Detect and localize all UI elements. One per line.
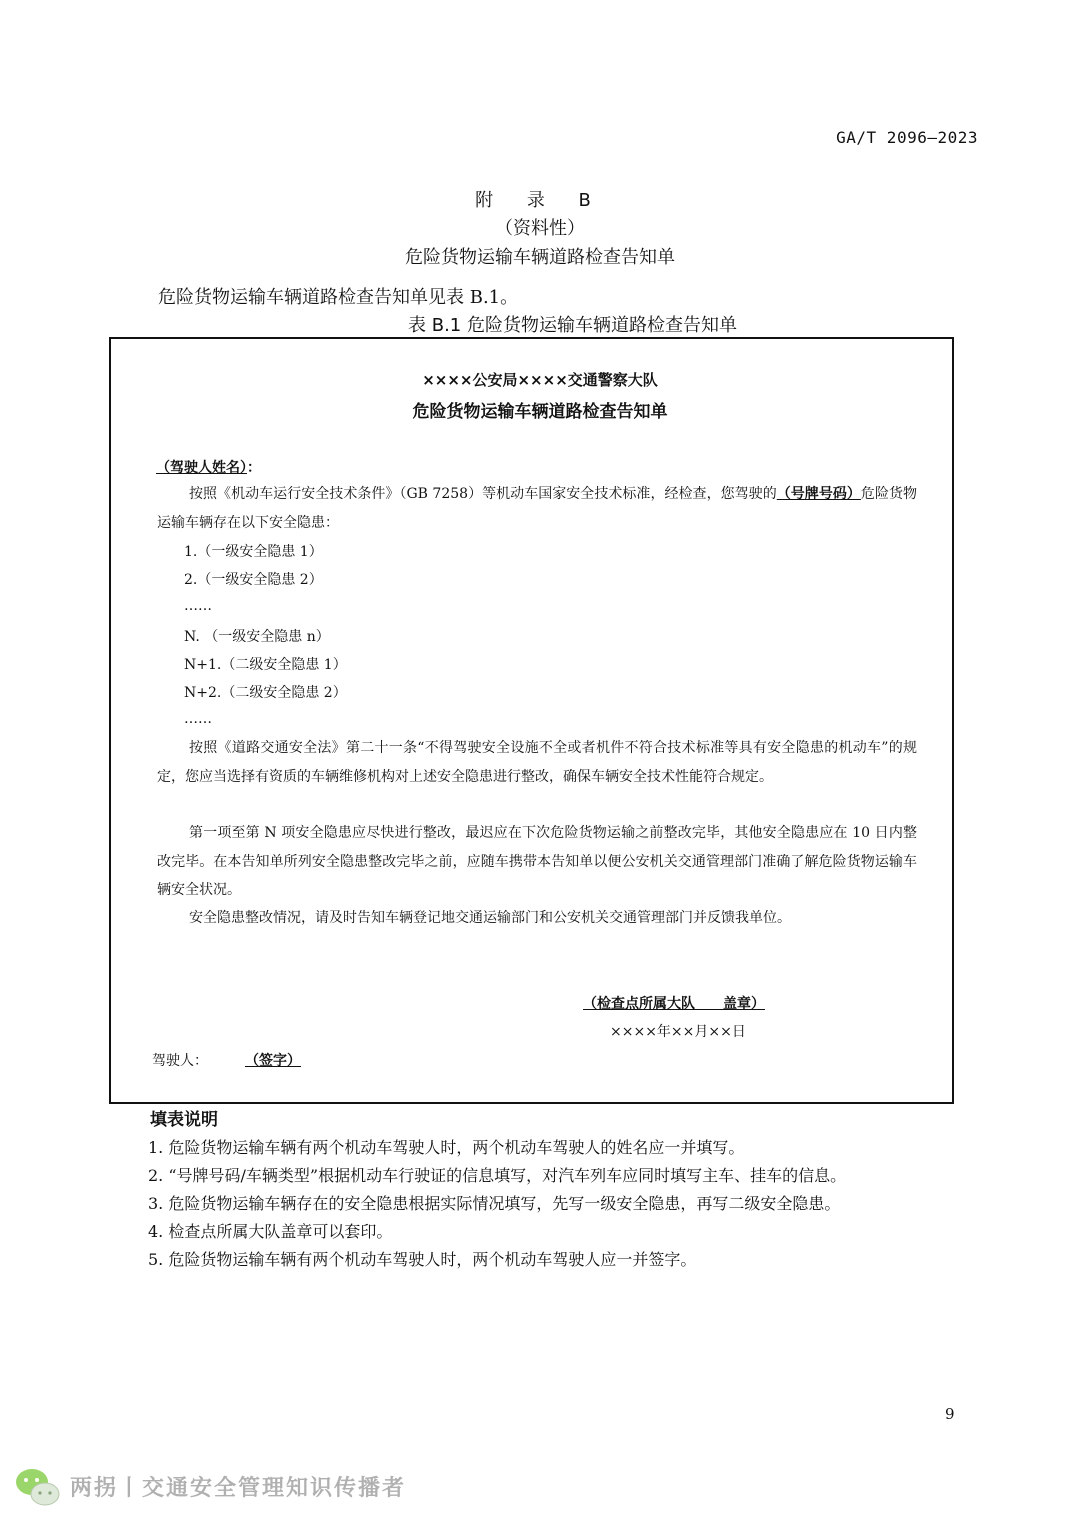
driver-name-line — [156, 457, 261, 477]
notice-paragraph-4: 安全隐患整改情况，请及时告知车辆登记地交通运输部门和公安机关交通管理部门并反馈我单位。 — [189, 910, 791, 926]
note-item: 1. 危险货物运输车辆有两个机动车驾驶人时，两个机动车驾驶人的姓名应一并填写。 — [148, 1138, 745, 1157]
note-item: 5. 危险货物运输车辆有两个机动车驾驶人时，两个机动车驾驶人应一并签字。 — [148, 1250, 697, 1269]
appendix-title: 附 录 B — [475, 190, 605, 211]
para1-after: 危险货物运输车辆存在以下安全隐患： — [157, 486, 918, 531]
hazard-ellipsis: …… — [184, 598, 212, 614]
notice-issuer: ××××公安局××××交通警察大队 — [422, 371, 658, 389]
watermark-text: 两拐丨交通安全管理知识传播者 — [70, 1476, 407, 1501]
hazard-item: 1.（一级安全隐患 1） — [184, 544, 323, 560]
hazard-ellipsis: …… — [184, 711, 212, 727]
hazard-item: N+1.（二级安全隐患 1） — [184, 657, 347, 673]
plate-number-field: （号牌号码） — [776, 486, 861, 502]
driver-name-field: （驾驶人姓名） — [156, 460, 247, 476]
notice-paragraph-3: 第一项至第 N 项安全隐患应尽快进行整改，最迟应在下次危险货物运输之前整改完毕，其他安全隐患应在 10 日内整改完毕。在本告知单所列安全隐患整改完毕之前，应随车携带本告知单以便公安机关交通管理部门准确了解危险货物运输车辆安全状况。 — [157, 825, 917, 898]
notice-date: ××××年××月××日 — [610, 1024, 746, 1040]
page-number: 9 — [945, 1405, 955, 1423]
hazard-item: 2.（一级安全隐患 2） — [184, 572, 323, 588]
notes-heading: 填表说明 — [150, 1110, 218, 1130]
driver-signature-line — [152, 1050, 338, 1070]
note-item: 2. “号牌号码/车辆类型”根据机动车行驶证的信息填写，对汽车列车应同时填写主车、挂车的信息。 — [148, 1166, 847, 1185]
standard-code: GA/T 2096—2023 — [836, 128, 978, 147]
notice-form-box — [109, 337, 954, 1104]
hazard-item: N+2.（二级安全隐患 2） — [184, 685, 347, 701]
signature-field: （签字） — [245, 1053, 301, 1069]
seal-field: （检查点所属大队 盖章） — [583, 996, 765, 1012]
appendix-intro: 危险货物运输车辆道路检查告知单见表 B.1。 — [158, 287, 519, 308]
driver-name-suffix: ： — [247, 460, 261, 476]
note-item: 4. 检查点所属大队盖章可以套印。 — [148, 1222, 393, 1241]
notice-paragraph-1 — [157, 480, 917, 537]
hazard-item: N. （一级安全隐患 n） — [184, 629, 330, 645]
notice-title: 危险货物运输车辆道路检查告知单 — [412, 402, 668, 422]
table-caption: 表 B.1 危险货物运输车辆道路检查告知单 — [408, 315, 737, 336]
driver-label: 驾驶人： — [152, 1053, 208, 1069]
note-item: 3. 危险货物运输车辆存在的安全隐患根据实际情况填写，先写一级安全隐患，再写二级安全隐患。 — [148, 1194, 841, 1213]
wechat-icon — [12, 1463, 64, 1511]
notice-paragraph-2: 按照《道路交通安全法》第二十一条“不得驾驶安全设施不全或者机件不符合技术标准等具有安全隐患的机动车”的规定，您应当选择有资质的车辆维修机构对上述安全隐患进行整改，确保车辆安全技术性能符合规定。 — [157, 740, 917, 785]
para1-before: 按照《机动车运行安全技术条件》（GB 7258）等机动车国家安全技术标准，经检查，您驾驶的 — [189, 486, 777, 502]
appendix-nature: （资料性） — [495, 218, 585, 239]
appendix-name: 危险货物运输车辆道路检查告知单 — [405, 247, 675, 268]
